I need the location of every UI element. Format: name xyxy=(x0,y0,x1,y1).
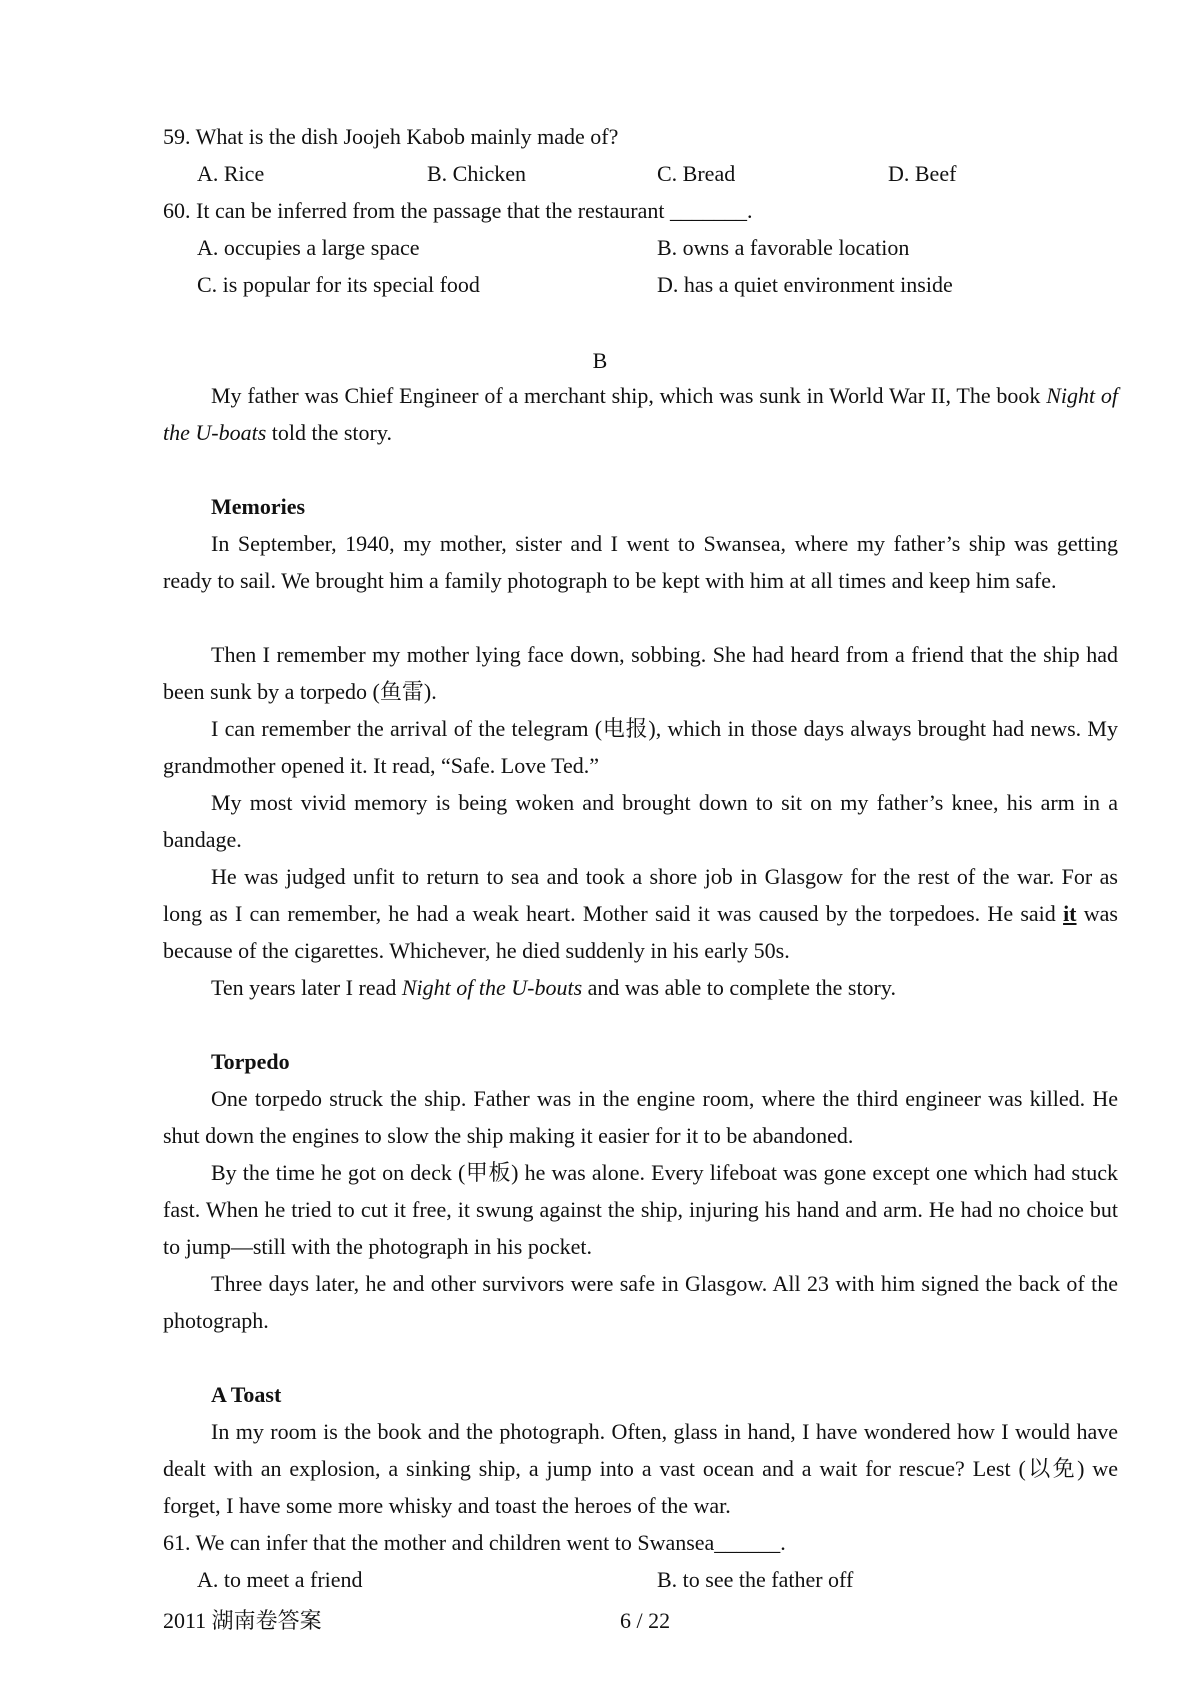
memories-paragraph-5 xyxy=(163,858,1118,969)
memories-p6-text-1: Ten years later I read xyxy=(211,975,402,1000)
memories-p5-text-2: was because of the cigarettes. Whichever, he died suddenly in his early 50s. xyxy=(163,901,1118,963)
toast-paragraph-1: In my room is the book and the photograph. Often, glass in hand, I have wondered how I would have dealt with an explosion, a sinking ship, a jump into a vast ocean and a wait for rescue? Lest (以免) we forget, I have some more whisky and toast the heroes of the war. xyxy=(163,1419,1118,1518)
toast-heading: A Toast xyxy=(211,1382,282,1407)
memories-paragraph-1: In September, 1940, my mother, sister and I went to Swansea, where my father’s ship was getting ready to sail. We brought him a family photograph to be kept with him at all times and keep him safe. xyxy=(163,531,1118,593)
book-title: Night of the U-boats xyxy=(163,383,1118,445)
book-title-misspelled: Night of the U-bouts xyxy=(401,975,583,1000)
torpedo-heading: Torpedo xyxy=(211,1049,290,1074)
question-61-option-b: B. to see the father off xyxy=(657,1567,854,1592)
torpedo-paragraph-3: Three days later, he and other survivors were safe in Glasgow. All 23 with him signed the back of the photograph. xyxy=(163,1271,1118,1333)
memories-p5-text-1: He was judged unfit to return to sea and took a shore job in Glasgow for the rest of the war. For as long as I can remember, he had a weak heart. Mother said it was caused by the torpedoes. He said xyxy=(163,864,1118,926)
underlined-it: it xyxy=(1063,901,1077,926)
memories-paragraph-4: My most vivid memory is being woken and brought down to sit on my father’s knee, his arm in a bandage. xyxy=(163,790,1118,852)
question-59-option-d: D. Beef xyxy=(888,161,957,186)
question-60-option-b: B. owns a favorable location xyxy=(657,235,910,260)
question-59-option-b: B. Chicken xyxy=(427,161,526,186)
memories-paragraph-6 xyxy=(163,969,1118,1006)
memories-paragraph-2: Then I remember my mother lying face down, sobbing. She had heard from a friend that the ship had been sunk by a torpedo (鱼雷). xyxy=(163,642,1118,704)
question-59-option-c: C. Bread xyxy=(657,161,736,186)
question-60-option-d: D. has a quiet environment inside xyxy=(657,272,953,297)
question-59-option-a: A. Rice xyxy=(197,161,265,186)
question-61-option-a: A. to meet a friend xyxy=(197,1567,363,1592)
memories-heading: Memories xyxy=(211,494,306,519)
footer-title: 2011 湖南卷答案 xyxy=(163,1608,322,1633)
question-60-option-a: A. occupies a large space xyxy=(197,235,420,260)
question-60-option-c: C. is popular for its special food xyxy=(197,272,480,297)
torpedo-paragraph-1: One torpedo struck the ship. Father was in the engine room, where the third engineer was killed. He shut down the engines to slow the ship making it easier for it to be abandoned. xyxy=(163,1086,1118,1148)
intro-text-2: told the story. xyxy=(266,420,392,445)
question-59-stem: 59. What is the dish Joojeh Kabob mainly made of? xyxy=(163,124,619,149)
section-label: B xyxy=(592,348,608,373)
question-61-stem: 61. We can infer that the mother and children went to Swansea______. xyxy=(163,1530,786,1555)
page-number: 6 / 22 xyxy=(620,1608,671,1633)
question-60-stem: 60. It can be inferred from the passage that the restaurant _______. xyxy=(163,198,753,223)
intro-text-1: My father was Chief Engineer of a merchant ship, which was sunk in World War II, The book xyxy=(211,383,1047,408)
torpedo-paragraph-2: By the time he got on deck (甲板) he was alone. Every lifeboat was gone except one which had stuck fast. When he tried to cut it free, it swung against the ship, injuring his hand and arm. He had no choice but to jump—still with the photograph in his pocket. xyxy=(163,1160,1118,1259)
memories-p6-text-2: and was able to complete the story. xyxy=(582,975,896,1000)
memories-paragraph-3: I can remember the arrival of the telegram (电报), which in those days always brought had news. My grandmother opened it. It read, “Safe. Love Ted.” xyxy=(163,716,1118,778)
intro-paragraph xyxy=(163,377,1118,451)
